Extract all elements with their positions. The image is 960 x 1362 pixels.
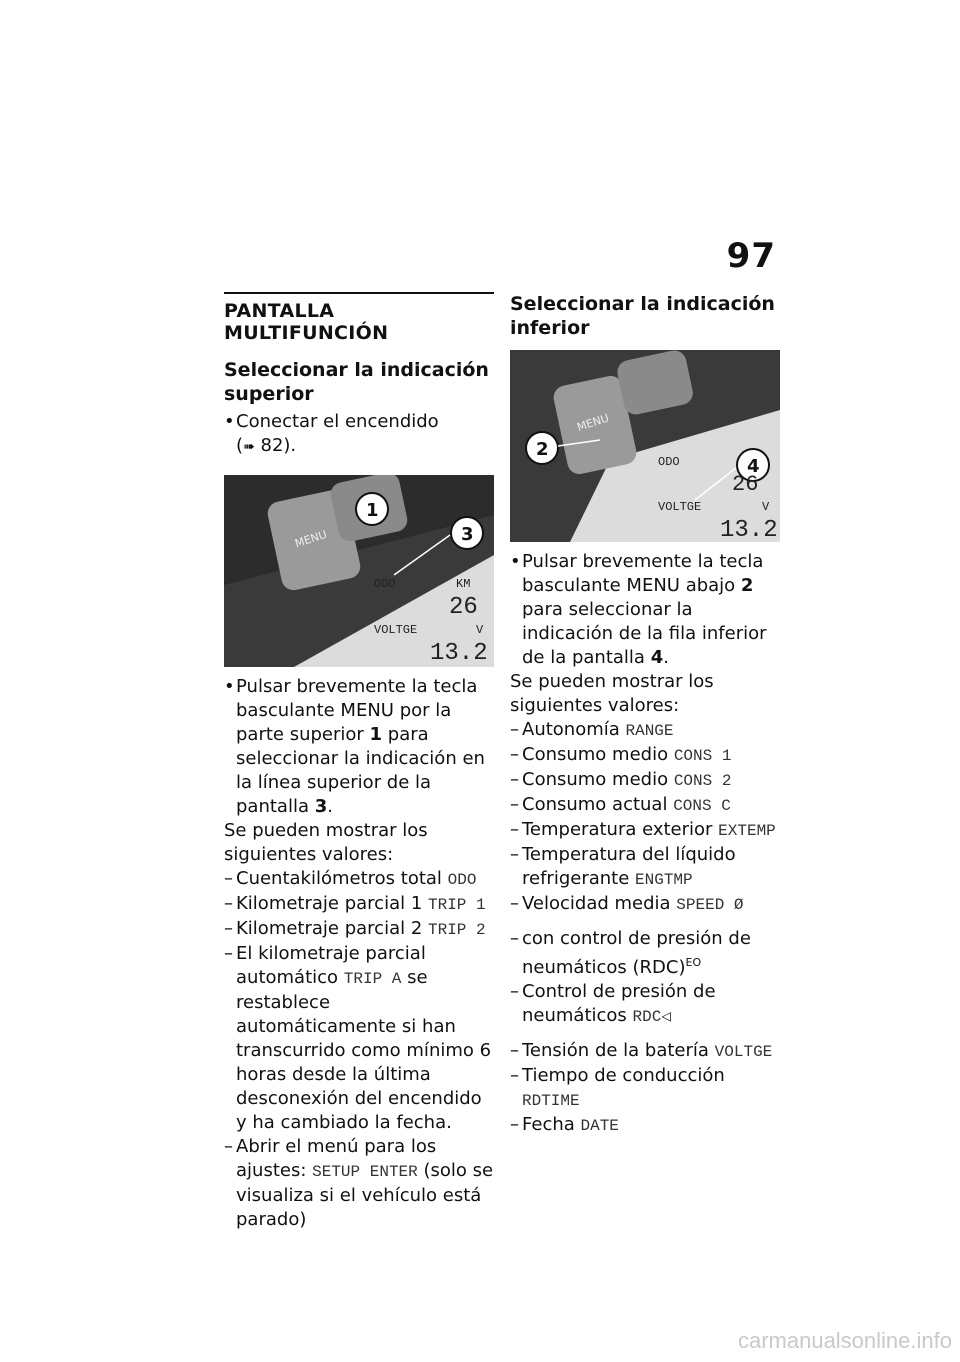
watermark: carmanualsonline.info [737, 1328, 952, 1353]
list-item: – El kilometraje parcial automático TRIP A se restablece automáticamente si han transcurrido como mínimo 6 horas desde la última desconexión del encendido y ha cambiado la fecha. [224, 942, 494, 1135]
right-column [510, 292, 780, 1138]
callout-2: 2 [536, 439, 549, 460]
value-list-lower-2 [510, 1039, 780, 1138]
list-item: – Abrir el menú para los ajustes: SETUP ENTER (solo se visualiza si el vehículo está parado) [224, 1135, 494, 1232]
callout-1: 1 [366, 500, 379, 521]
ref-2: 2 [740, 575, 754, 596]
list-item: – Temperatura exterior EXTEMP [510, 818, 780, 843]
callout-4: 4 [747, 456, 760, 477]
heading-lower-display: Seleccionar la indicación inferior [510, 293, 775, 339]
list-item: – Velocidad media SPEED Ø [510, 892, 780, 917]
list-item: – Consumo medio CONS 2 [510, 768, 780, 793]
lcd-top-value: 26 [449, 594, 478, 621]
list-item: – Temperatura del líquido refrigerante ENGTMP [510, 843, 780, 892]
page-ref: 82). [260, 435, 297, 456]
bullet-press-down-text: Pulsar brevemente la tecla basculante MENU abajo [522, 551, 764, 596]
section-rule [224, 292, 494, 294]
bullet-ignition: • Conectar el encendido (➠ 82). [224, 410, 494, 459]
ref-4: 4 [650, 647, 664, 668]
bullet-ignition-text: Conectar el encendido [236, 411, 439, 432]
list-item: – Tiempo de conducción RDTIME [510, 1064, 780, 1113]
ref-3: 3 [314, 796, 328, 817]
lcd-voltge: VOLTGE [374, 623, 418, 637]
list-item: – Tensión de la batería VOLTGE [510, 1039, 780, 1064]
heading-upper-display: Seleccionar la indicación superior [224, 359, 489, 405]
values-intro: Se pueden mostrar los siguientes valores: [224, 820, 428, 865]
lcd-top-value: 26 [732, 472, 759, 497]
list-item: – Cuentakilómetros total ODO [224, 867, 494, 892]
lcd-bottom-value: 13.2 [720, 517, 778, 542]
section-title: PANTALLA MULTIFUNCIÓN [224, 300, 389, 344]
page-number: 97 [726, 236, 776, 276]
lcd-v: V [476, 623, 484, 637]
ref-1: 1 [369, 724, 383, 745]
bullet-press-up-text: Pulsar brevemente la tecla basculante MENU por la parte superior [236, 676, 478, 745]
value-list-upper [224, 867, 494, 1232]
list-item: – Fecha DATE [510, 1113, 780, 1138]
list-item: – Control de presión de neumáticos RDC◁ [510, 980, 780, 1029]
list-item: – Kilometraje parcial 1 TRIP 1 [224, 892, 494, 917]
list-item: – Consumo medio CONS 1 [510, 743, 780, 768]
lcd-voltge: VOLTGE [658, 500, 702, 514]
list-item: – Autonomía RANGE [510, 718, 780, 743]
dashboard-photo-lower [510, 350, 780, 542]
rdc-option-title: – con control de presión de neumáticos (RDC)$^{EO}$ [510, 927, 780, 980]
lcd-v: V [762, 500, 770, 514]
lcd-km: KM [456, 577, 471, 591]
lcd-odo: ODO [658, 455, 680, 469]
values-intro: Se pueden mostrar los siguientes valores: [510, 671, 714, 716]
callout-3: 3 [461, 524, 474, 545]
menu-button-label: MENU [293, 527, 329, 551]
dashboard-photo-upper [224, 475, 494, 667]
left-column [224, 292, 494, 1232]
menu-button-label: MENU [575, 411, 611, 434]
list-item: – Consumo actual CONS C [510, 793, 780, 818]
value-list-lower [510, 718, 780, 917]
bullet-press-down: • Pulsar brevemente la tecla basculante MENU abajo 2 para seleccionar la indicación de la fila inferior de la pantalla 4. [510, 550, 780, 670]
list-item: – Kilometraje parcial 2 TRIP 2 [224, 917, 494, 942]
bullet-press-up-text-2: para seleccionar la indicación en la línea superior de la pantalla [236, 724, 485, 817]
page-ref-arrow-icon: ➠ [243, 439, 255, 455]
option-badge: EO [685, 956, 702, 969]
bullet-press-down-text-2: para seleccionar la indicación de la fila inferior de la pantalla [522, 599, 767, 668]
lcd-odo: ODO [374, 577, 396, 591]
lcd-bottom-value: 13.2 [430, 640, 488, 667]
bullet-press-up: • Pulsar brevemente la tecla basculante MENU por la parte superior 1 para seleccionar la indicación en la línea superior de la pantalla 3. [224, 675, 494, 819]
